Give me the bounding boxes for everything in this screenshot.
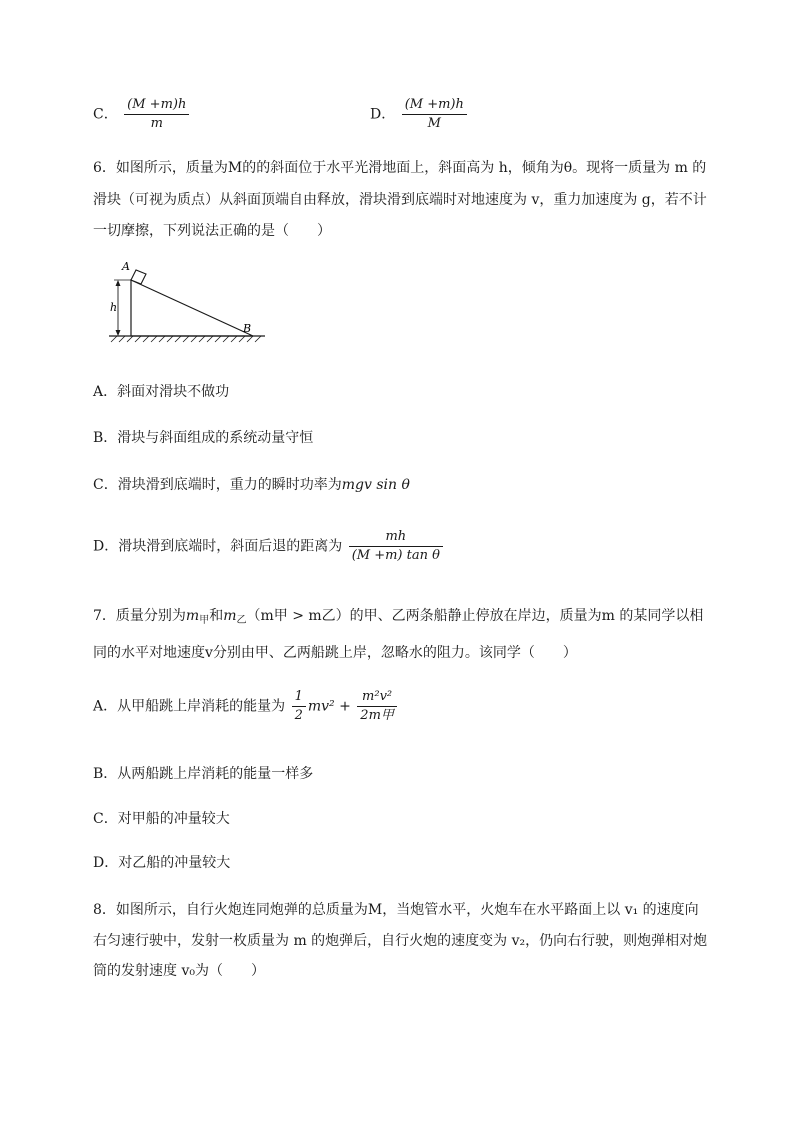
q5-option-d-letter: D．	[370, 106, 396, 123]
q5-option-c-fraction	[124, 96, 189, 133]
q6-option-d	[93, 528, 445, 565]
q8-stem-line-3: 筒的发射速度 v₀为（ ）	[93, 963, 265, 979]
q6-option-c-expression: mgv sin θ	[341, 477, 410, 493]
q5-option-d-denominator: M	[427, 116, 441, 131]
label-a: A	[122, 260, 130, 273]
q6-option-d-text: D．滑块滑到底端时，斜面后退的距离为	[93, 538, 343, 555]
q7-option-a-mid: mv² +	[307, 698, 351, 715]
q7-stem-line-2: 同的水平对地速度v分别由甲、乙两船跳上岸，忽略水的阻力。该同学（ ）	[93, 645, 577, 661]
ground-hatching	[111, 336, 261, 342]
q6-option-a: A．斜面对滑块不做功	[93, 384, 230, 400]
q7-stem-line-1	[93, 605, 703, 626]
q7-sub-jia: 甲	[199, 615, 210, 626]
q6-option-d-numerator: mh	[349, 528, 443, 547]
half-denominator: 2	[294, 708, 303, 723]
q7-m-jia: m	[185, 608, 200, 624]
second-denominator: 2m甲	[360, 708, 394, 723]
label-b: B	[243, 322, 252, 335]
q6-stem-line-3: 一切摩擦，下列说法正确的是（ ）	[93, 223, 331, 239]
label-h: h	[110, 301, 118, 314]
q5-option-c-denominator: m	[150, 116, 163, 131]
q8-stem-line-2: 右匀速行驶中，发射一枚质量为 m 的炮弹后，自行火炮的速度变为 v₂，仍向右行驶，则炮弹相对炮	[93, 933, 708, 949]
q7-stem-prefix: 7．质量分别为	[93, 608, 186, 624]
q5-option-c	[93, 96, 191, 133]
q6-option-d-fraction	[349, 528, 443, 565]
half-numerator: 1	[292, 688, 306, 707]
q5-option-d-fraction	[402, 96, 467, 133]
q6-stem-line-1: 6．如图所示，质量为M的的斜面位于水平光滑地面上，斜面高为 h，倾角为θ。现将一质量为 m 的	[93, 160, 707, 176]
q7-condition: （m甲 > m乙）的甲、乙两条船静止停放在岸边，质量为m 的某同学以相	[246, 608, 704, 624]
second-numerator: m²v²	[357, 688, 397, 707]
q6-incline-figure	[105, 258, 270, 344]
q7-and: 和	[209, 608, 224, 624]
q6-option-c	[93, 474, 410, 494]
q6-option-b: B．滑块与斜面组成的系统动量守恒	[93, 430, 314, 446]
q6-stem-line-2: 滑块（可视为质点）从斜面顶端自由释放，滑块滑到底端时对地速度为 v，重力加速度为 g，若不计	[93, 192, 707, 208]
q5-option-d	[370, 96, 469, 133]
q5-option-c-numerator: (M +m)h	[124, 96, 189, 115]
q6-option-d-denominator: (M +m) tan θ	[351, 548, 440, 563]
q7-option-c: C．对甲船的冲量较大	[93, 811, 230, 827]
q5-option-d-numerator: (M +m)h	[402, 96, 467, 115]
q7-option-d: D．对乙船的冲量较大	[93, 855, 231, 871]
slider-block	[131, 270, 146, 284]
q8-stem-line-1: 8．如图所示，自行火炮连同炮弹的总质量为M，当炮管水平，火炮车在水平路面上以 v₁ 的速度向	[93, 902, 699, 918]
q7-sub-yi: 乙	[236, 615, 247, 626]
q5-option-c-letter: C．	[93, 106, 118, 123]
q7-option-a-second-fraction	[357, 688, 397, 725]
q7-m-yi: m	[223, 608, 237, 624]
q6-option-c-text: C．滑块滑到底端时，重力的瞬时功率为	[93, 477, 342, 493]
incline-wedge	[131, 280, 253, 336]
q7-option-a	[93, 688, 399, 725]
q7-option-a-half	[292, 688, 306, 725]
q7-option-a-text: A．从甲船跳上岸消耗的能量为	[93, 698, 286, 715]
q7-option-b: B．从两船跳上岸消耗的能量一样多	[93, 766, 314, 782]
